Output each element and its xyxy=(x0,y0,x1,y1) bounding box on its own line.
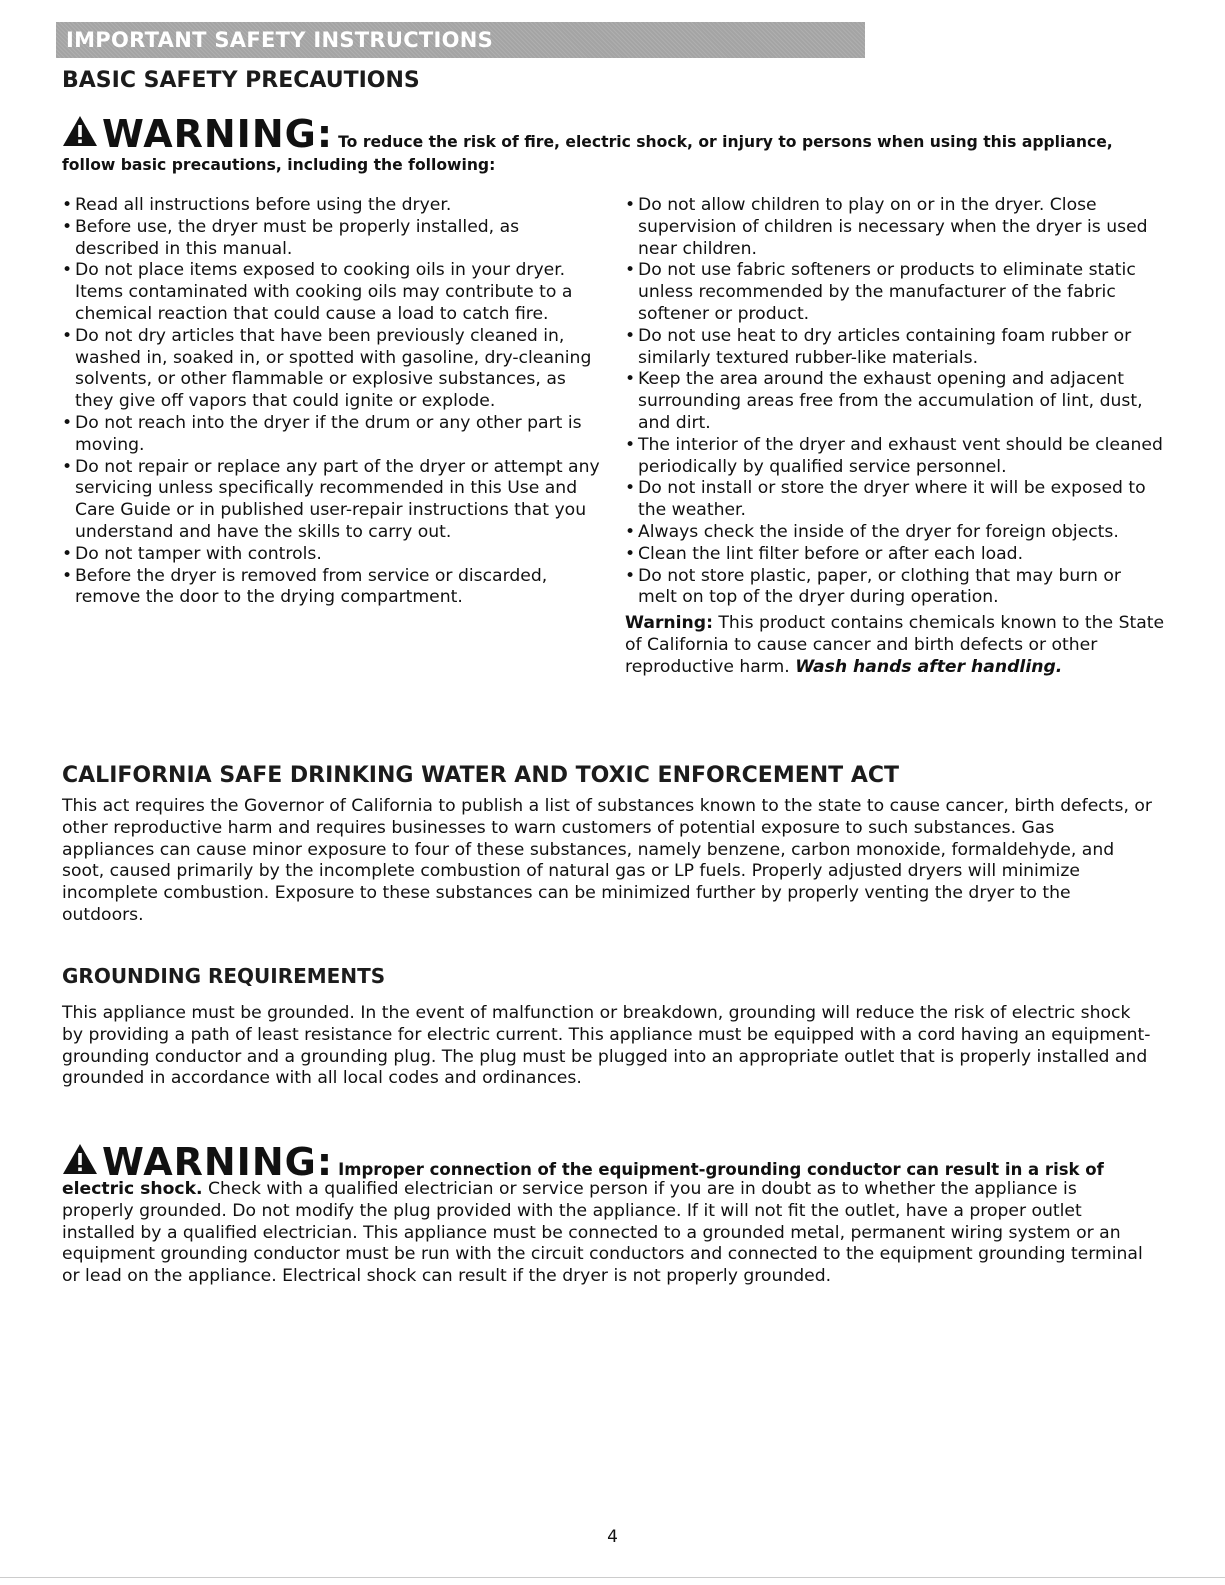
chemical-warning-label: Warning: xyxy=(625,613,713,634)
warning-body-text: Check with a qualified electrician or service person if you are in doubt as to whether the appliance is properly grounded. Do not modify the plug provided with the appliance. If it will not fit the outlet, have a proper outlet installed by a qualified electrician. This appliance must be connected to a grounded metal, permanent wiring system or an equipment grounding conductor must be run with the circuit conductors and connected to the equipment grounding terminal or lead on the appliance. Electrical shock can result if the dryer is not properly grounded. xyxy=(62,1179,1143,1287)
chemical-warning-emphasis: Wash hands after handling. xyxy=(795,656,1063,677)
grounding-warning-body xyxy=(62,1179,1152,1288)
warning-lead-text: Improper connection of the equipment-grounding conductor can result in a risk of xyxy=(338,1160,1104,1179)
list-item: • Do not repair or replace any part of the dryer or attempt any servicing unless specifically recommended in this Use and Care Guide or in published user-repair instructions that you understand and have the skills to carry out. xyxy=(62,457,602,544)
left-bullet-list xyxy=(62,195,602,609)
list-item: • Do not install or store the dryer where it will be exposed to the weather. xyxy=(625,478,1165,522)
right-column xyxy=(625,195,1165,679)
list-item: • Do not store plastic, paper, or clothing that may burn or melt on top of the dryer during operation. xyxy=(625,566,1165,610)
warning-triangle-icon xyxy=(62,1143,98,1179)
list-item: • Before the dryer is removed from service or discarded, remove the door to the drying compartment. xyxy=(62,566,602,610)
basic-safety-heading: BASIC SAFETY PRECAUTIONS xyxy=(62,68,420,93)
list-item: • Do not use heat to dry articles containing foam rubber or similarly textured rubber-like materials. xyxy=(625,326,1165,370)
list-item: • Clean the lint filter before or after each load. xyxy=(625,544,1165,566)
grounding-body: This appliance must be grounded. In the event of malfunction or breakdown, grounding will reduce the risk of electric shock by providing a path of least resistance for electric current. This appliance must be equipped with a cord having an equipment-grounding conductor and a grounding plug. The plug must be plugged into an appropriate outlet that is properly installed and grounded in accordance with all local codes and ordinances. xyxy=(62,1003,1151,1089)
list-item: • Do not allow children to play on or in the dryer. Close supervision of children is necessary when the dryer is used near children. xyxy=(625,195,1165,260)
chemical-warning xyxy=(625,613,1165,678)
california-act-body: This act requires the Governor of California to publish a list of substances known to the state to cause cancer, birth defects, or other reproductive harm and requires businesses to warn customers of potential exposure to such substances. Gas appliances can cause minor exposure to four of these substances, namely benzene, carbon monoxide, formaldehyde, and soot, caused primarily by the incomplete combustion of natural gas or LP fuels. Properly adjusted dryers will minimize incomplete combustion. Exposure to these substances can be minimized further by properly venting the dryer to the outdoors. xyxy=(62,796,1152,925)
warning-lead-text: To reduce the risk of fire, electric shock, or injury to persons when using this appliance, xyxy=(338,133,1113,151)
page-number: 4 xyxy=(607,1527,618,1547)
california-act-heading: CALIFORNIA SAFE DRINKING WATER AND TOXIC ENFORCEMENT ACT xyxy=(62,763,900,788)
list-item: • The interior of the dryer and exhaust vent should be cleaned periodically by qualified service personnel. xyxy=(625,435,1165,479)
warning-triangle-icon xyxy=(62,115,98,151)
list-item: • Do not place items exposed to cooking oils in your dryer. Items contaminated with cooking oils may contribute to a chemical reaction that could cause a load to catch fire. xyxy=(62,260,602,325)
list-item: • Always check the inside of the dryer for foreign objects. xyxy=(625,522,1165,544)
bottom-rule xyxy=(0,1577,1225,1578)
section-banner: IMPORTANT SAFETY INSTRUCTIONS xyxy=(56,22,865,58)
warning-word: WARNING: xyxy=(102,112,334,156)
warning-bold-continuation: electric shock. xyxy=(62,1179,203,1199)
warning-block-2 xyxy=(62,1140,1104,1184)
warning-continuation: follow basic precautions, including the following: xyxy=(62,156,496,174)
list-item: • Read all instructions before using the dryer. xyxy=(62,195,602,217)
warning-block-1 xyxy=(62,112,1113,156)
list-item: • Do not dry articles that have been previously cleaned in, washed in, soaked in, or spotted with gasoline, dry-cleaning solvents, or other flammable or explosive substances, as they give off vapors that could ignite or explode. xyxy=(62,326,602,413)
warning-word: WARNING: xyxy=(102,1140,334,1184)
chemical-warning-text: This product contains chemicals known to the State of California to cause cancer and birth defects or other reproductive harm. xyxy=(625,613,1165,677)
list-item: • Before use, the dryer must be properly installed, as described in this manual. xyxy=(62,217,602,261)
grounding-heading: GROUNDING REQUIREMENTS xyxy=(62,964,386,988)
left-column xyxy=(62,195,602,609)
list-item: • Do not use fabric softeners or products to eliminate static unless recommended by the manufacturer of the fabric softener or product. xyxy=(625,260,1165,325)
list-item: • Do not reach into the dryer if the drum or any other part is moving. xyxy=(62,413,602,457)
list-item: • Do not tamper with controls. xyxy=(62,544,602,566)
list-item: • Keep the area around the exhaust opening and adjacent surrounding areas free from the accumulation of lint, dust, and dirt. xyxy=(625,369,1165,434)
right-bullet-list xyxy=(625,195,1165,609)
